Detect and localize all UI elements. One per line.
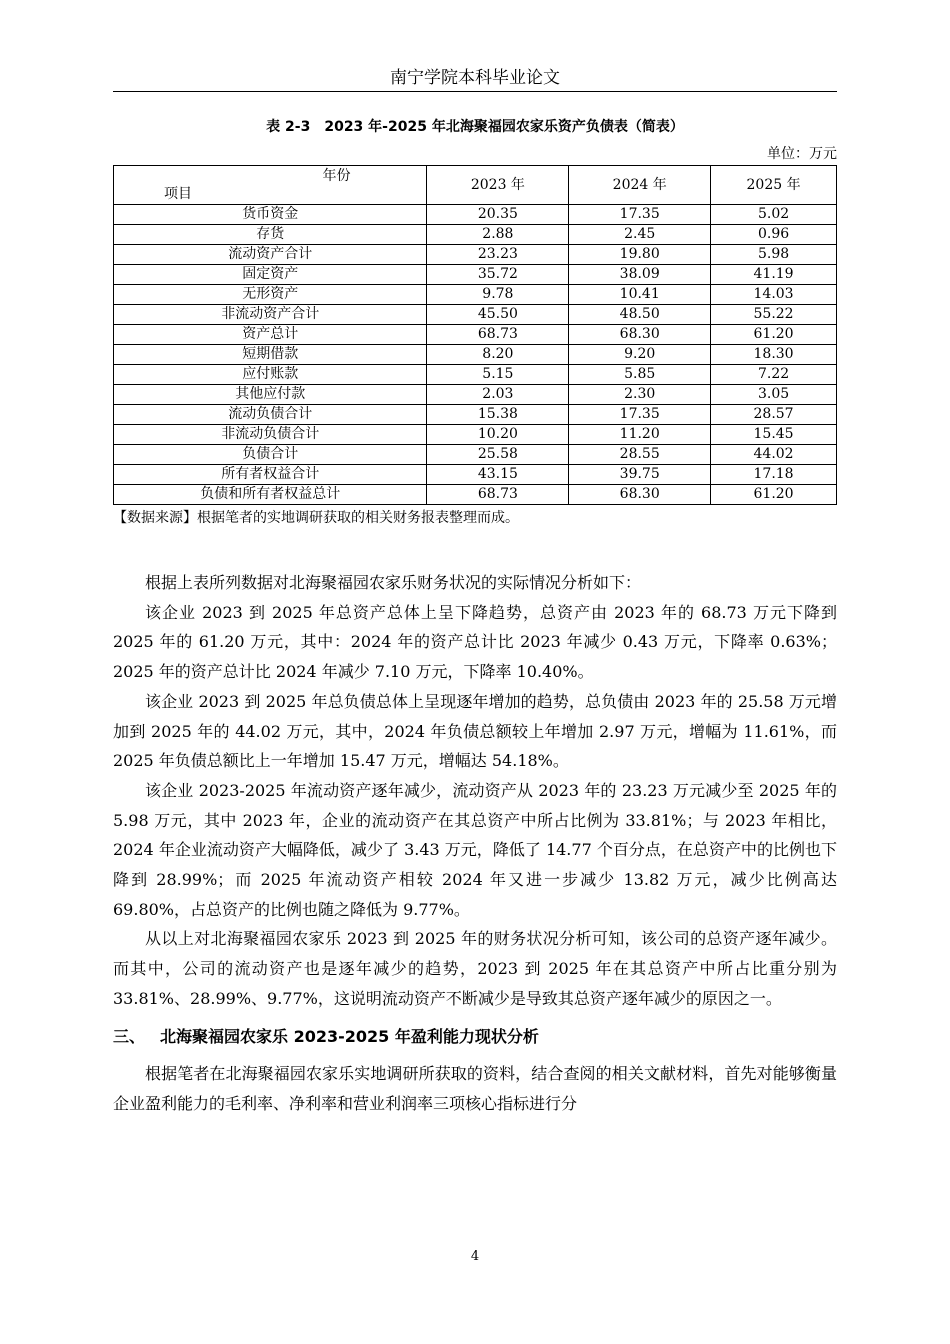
cell-2024: 10.41 [569,285,711,305]
cell-2024: 17.35 [569,205,711,225]
cell-2025: 55.22 [711,305,837,325]
column-header: 2023 年 [427,166,569,205]
row-label: 资产总计 [114,325,427,345]
cell-2024: 68.30 [569,485,711,505]
table-row [114,345,837,365]
section-title: 北海聚福园农家乐 2023-2025 年盈利能力现状分析 [160,1026,539,1046]
cell-2023: 8.20 [427,345,569,365]
cell-2025: 41.19 [711,265,837,285]
table-row [114,265,837,285]
table-row [114,225,837,245]
row-label: 应付账款 [114,365,427,385]
cell-2024: 39.75 [569,465,711,485]
table-unit: 单位：万元 [767,146,837,162]
cell-2024: 2.30 [569,385,711,405]
column-header: 2024 年 [569,166,711,205]
cell-2024: 38.09 [569,265,711,285]
row-label: 流动资产合计 [114,245,427,265]
paragraph: 根据笔者在北海聚福园农家乐实地调研所获取的资料，结合查阅的相关文献材料，首先对能够衡量企业盈利能力的毛利率、净利率和营业利润率三项核心指标进行分 [113,1064,837,1113]
cell-2023: 43.15 [427,465,569,485]
cell-2023: 68.73 [427,325,569,345]
table-row [114,425,837,445]
cell-2025: 3.05 [711,385,837,405]
cell-2025: 28.57 [711,405,837,425]
row-label: 所有者权益合计 [114,465,427,485]
cell-2023: 20.35 [427,205,569,225]
body-text [113,568,837,1119]
row-label: 流动负债合计 [114,405,427,425]
table-row [114,325,837,345]
paragraph: 从以上对北海聚福园农家乐 2023 到 2025 年的财务状况分析可知，该公司的总资产逐年减少。而其中，公司的流动资产也是逐年减少的趋势，2023 到 2025 年在其总资产中所占比重分别为 33.81%、28.99%、9.77%，这说明流动资产不断减少是导致其总资产逐年减少的原因之一。 [113,929,837,1008]
cell-2023: 2.03 [427,385,569,405]
cell-2025: 5.02 [711,205,837,225]
cell-2023: 15.38 [427,405,569,425]
cell-2025: 15.45 [711,425,837,445]
page-number: 4 [470,1249,480,1264]
table-row [114,285,837,305]
cell-2025: 61.20 [711,325,837,345]
row-label: 短期借款 [114,345,427,365]
cell-2025: 5.98 [711,245,837,265]
cell-2024: 19.80 [569,245,711,265]
section-number: 三、 [113,1026,146,1046]
header-rule [113,91,837,92]
cell-2025: 7.22 [711,365,837,385]
paragraph: 根据上表所列数据对北海聚福园农家乐财务状况的实际情况分析如下： [145,573,642,592]
cell-2023: 10.20 [427,425,569,445]
cell-2023: 45.50 [427,305,569,325]
table-header-row [114,166,837,205]
paragraph: 该企业 2023 到 2025 年总资产总体上呈下降趋势，总资产由 2023 年的 68.73 万元下降到 2025 年的 61.20 万元，其中：2024 年的资产总计比 2023 年减少 0.43 万元，下降率 0.63%；2025 年的资产总计比 2024 年减少 7.10 万元，下降率 10.40%。 [113,602,837,682]
cell-2024: 48.50 [569,305,711,325]
paragraph: 该企业 2023 到 2025 年总负债总体上呈现逐年增加的趋势，总负债由 2023 年的 25.58 万元增加到 2025 年的 44.02 万元，其中，2024 年负债总额较上年增加 2.97 万元，增幅为 11.61%，而 2025 年负债总额比上一年增加 15.47 万元，增幅达 54.18%。 [113,691,837,771]
cell-2023: 5.15 [427,365,569,385]
cell-2023: 35.72 [427,265,569,285]
cell-2023: 9.78 [427,285,569,305]
balance-sheet-table [113,165,837,505]
table-row [114,205,837,225]
cell-2025: 0.96 [711,225,837,245]
header-title: 南宁学院本科毕业论文 [390,68,560,88]
table-body [114,166,837,505]
paragraph: 该企业 2023-2025 年流动资产逐年减少，流动资产从 2023 年的 23.23 万元减少至 2025 年的 5.98 万元，其中 2023 年，企业的流动资产在其总资产中所占比例为 33.81%；与 2023 年相比，2024 年企业流动资产大幅降低，减少了 3.43 万元，降低了 14.77 个百分点，在总资产中的比例也下降到 28.99%；而 2025 年流动资产相较 2024 年又进一步减少 13.82 万元，减少比例高达 69.80%，占总资产的比例也随之降低为 9.77%。 [113,780,837,919]
cell-2025: 14.03 [711,285,837,305]
row-label: 无形资产 [114,285,427,305]
row-label: 负债和所有者权益总计 [114,485,427,505]
cell-2023: 2.88 [427,225,569,245]
cell-2024: 17.35 [569,405,711,425]
table-row [114,465,837,485]
table-row [114,385,837,405]
cell-2025: 17.18 [711,465,837,485]
cell-2025: 44.02 [711,445,837,465]
column-header: 2025 年 [711,166,837,205]
section-heading [113,1022,837,1052]
corner-year-label: 年份 [322,168,351,184]
table-row [114,405,837,425]
row-label: 存货 [114,225,427,245]
cell-2023: 23.23 [427,245,569,265]
cell-2023: 68.73 [427,485,569,505]
corner-item-label: 项目 [164,186,192,202]
table-row [114,365,837,385]
corner-cell [114,166,427,205]
row-label: 货币资金 [114,205,427,225]
cell-2024: 68.30 [569,325,711,345]
table-row [114,305,837,325]
cell-2023: 25.58 [427,445,569,465]
cell-2024: 28.55 [569,445,711,465]
cell-2024: 5.85 [569,365,711,385]
cell-2025: 61.20 [711,485,837,505]
cell-2024: 2.45 [569,225,711,245]
table-title: 表 2-3 2023 年-2025 年北海聚福园农家乐资产负债表（简表） [266,119,684,135]
row-label: 非流动负债合计 [114,425,427,445]
table-row [114,445,837,465]
row-label: 其他应付款 [114,385,427,405]
table-source-note: 【数据来源】根据笔者的实地调研获取的相关财务报表整理而成。 [113,510,519,526]
row-label: 负债合计 [114,445,427,465]
cell-2025: 18.30 [711,345,837,365]
cell-2024: 9.20 [569,345,711,365]
table-row [114,485,837,505]
cell-2024: 11.20 [569,425,711,445]
row-label: 非流动资产合计 [114,305,427,325]
table-row [114,245,837,265]
row-label: 固定资产 [114,265,427,285]
